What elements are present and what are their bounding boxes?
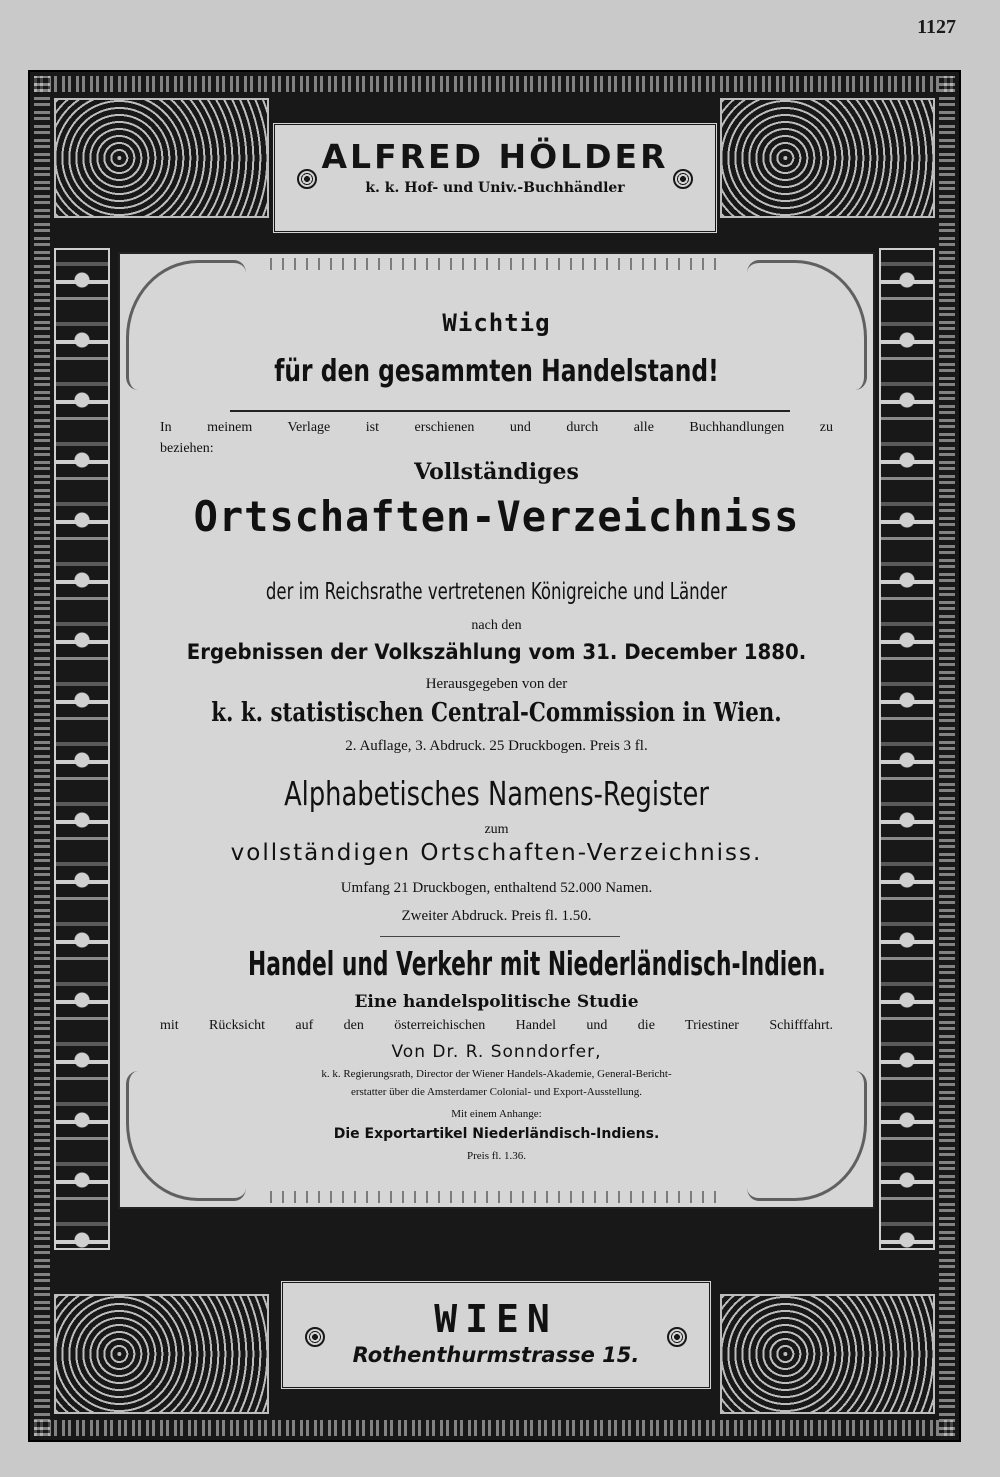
greek-key-border-left [34,76,50,1436]
book1-editor: k. k. statistischen Central-Commission in Wien. [211,698,782,728]
book2-connector: zum [484,822,509,837]
book1-connector: nach den [471,618,522,633]
cherub-ornament-right [720,1294,935,1414]
advertisement-panel [118,252,875,1209]
book1-pre-title: Vollständiges [414,459,579,485]
rosette-icon [667,1327,687,1347]
greek-key-border-top [34,76,955,92]
scroll-ornament-bottom [270,1191,723,1203]
book3-appendix: Die Exportartikel Niederländisch-Indiens. [333,1126,660,1142]
address-city: WIEN [434,1297,558,1341]
greek-key-border-bottom [34,1420,955,1436]
book2-extent: Umfang 21 Druckbogen, enthaltend 52.000 Namen. [340,880,653,896]
book3-title: Handel und Verkehr mit Niederländisch-Indien. [248,944,826,983]
publisher-subtitle: k. k. Hof- und Univ.-Buchhändler [365,180,625,196]
book3-subtitle: Eine handelspolitische Studie [354,992,639,1012]
book3-scope: mit Rücksicht auf den österreichischen Handel und die Triestiner Schifffahrt. [160,1018,833,1033]
book3-appendix-intro: Mit einem Anhange: [451,1108,542,1120]
divider [380,936,620,937]
publisher-address [280,1280,712,1390]
book1-basis: Ergebnissen der Volkszählung vom 31. December 1880. [186,640,807,664]
book2-edition: Zweiter Abdruck. Preis fl. 1.50. [401,908,592,924]
scroll-ornament-top [270,258,723,270]
book3-author-position: k. k. Regierungsrath, Director der Wiener Handels-Akademie, General-Bericht- [321,1068,672,1080]
page-number: 1127 [917,16,956,38]
floral-column-right [879,248,935,1250]
griffin-ornament-right [720,98,935,218]
book3-author: Von Dr. R. Sonndorfer, [391,1042,602,1062]
greek-key-border-right [939,76,955,1436]
griffin-ornament-left [54,98,269,218]
book1-title: Ortschaften-Verzeichniss [193,492,800,541]
publisher-header [272,122,718,234]
floral-column-left [54,248,110,1250]
book3-price: Preis fl. 1.36. [467,1150,526,1162]
book2-title: Alphabetisches Namens-Register [284,774,709,813]
divider [230,410,790,412]
book2-subtitle: vollständigen Ortschaften-Verzeichniss. [230,840,763,866]
book1-edition: 2. Auflage, 3. Abdruck. 25 Druckbogen. Preis 3 fl. [345,738,648,754]
publisher-name: ALFRED HÖLDER [321,137,669,176]
headline: für den gesammten Handelstand! [274,354,719,389]
rosette-icon [673,169,693,189]
intro-text: In meinem Verlage ist erschienen und durch alle Buchhandlungen zu [160,420,833,435]
rosette-icon [305,1327,325,1347]
headline-top: Wichtig [442,309,551,337]
rosette-icon [297,169,317,189]
intro-text-cont: beziehen: [160,441,214,456]
cherub-ornament-left [54,1294,269,1414]
book3-author-position-cont: erstatter über die Amsterdamer Colonial- und Export-Ausstellung. [350,1086,643,1098]
book1-editor-intro: Herausgegeben von der [425,676,568,692]
address-street: Rothenthurmstrasse 15. [352,1343,640,1367]
book1-subtitle: der im Reichsrathe vertretenen Königreiche und Länder [265,579,728,605]
